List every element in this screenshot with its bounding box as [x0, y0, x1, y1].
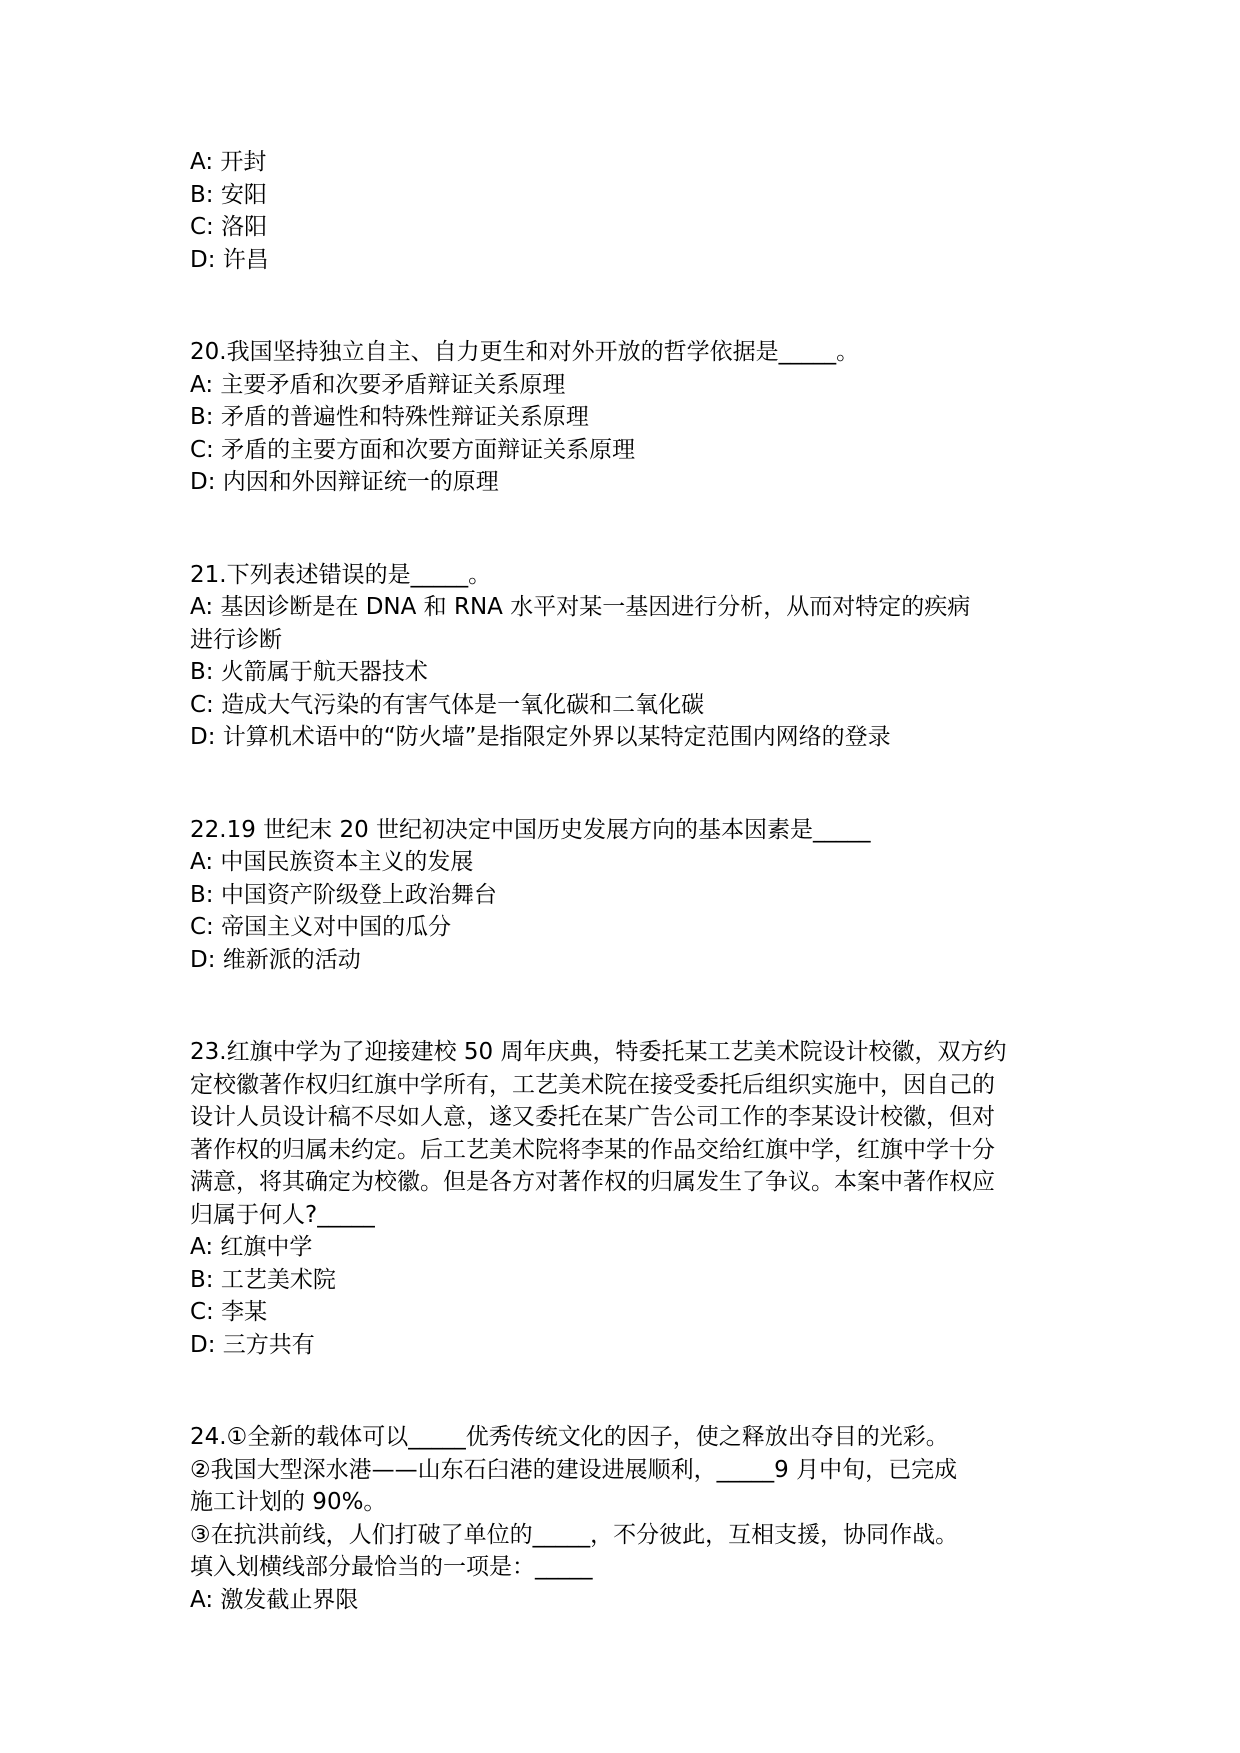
- question-text: 22.19 世纪末 20 世纪初决定中国历史发展方向的基本因素是_____: [190, 816, 871, 843]
- spacer: [190, 754, 1070, 814]
- option-a: A: 红旗中学: [190, 1234, 313, 1260]
- option-d: D: 三方共有: [190, 1331, 315, 1358]
- option-d: D: 许昌: [190, 246, 269, 273]
- option-c: C: 洛阳: [190, 214, 268, 240]
- question-20: [190, 336, 1070, 499]
- question-text: 21.下列表述错误的是_____。: [190, 561, 492, 588]
- exam-page: [190, 146, 1070, 1616]
- option-d: D: 内因和外因辩证统一的原理: [190, 469, 499, 495]
- question-text: 20.我国坚持独立自主、自力更生和对外开放的哲学依据是_____。: [190, 339, 860, 365]
- question-24: [190, 1421, 1070, 1616]
- option-a-continued: 进行诊断: [190, 626, 282, 653]
- spacer: [190, 1361, 1070, 1421]
- option-c: C: 李某: [190, 1299, 268, 1325]
- option-a: A: 基因诊断是在 DNA 和 RNA 水平对某一基因进行分析，从而对特定的疾病: [190, 594, 971, 620]
- option-b: B: 矛盾的普遍性和特殊性辩证关系原理: [190, 404, 589, 430]
- option-b: B: 中国资产阶级登上政治舞台: [190, 881, 497, 908]
- question-text-line: 归属于何人?_____: [190, 1201, 375, 1228]
- option-a: A: 中国民族资本主义的发展: [190, 849, 474, 875]
- option-b: B: 安阳: [190, 181, 267, 208]
- option-b: B: 火箭属于航天器技术: [190, 659, 428, 685]
- option-d: D: 维新派的活动: [190, 946, 361, 973]
- option-a: A: 激发截止界限: [190, 1586, 359, 1613]
- question-23: [190, 1036, 1070, 1361]
- question-text-line: 满意，将其确定为校徽。但是各方对著作权的归属发生了争议。本案中著作权应: [190, 1169, 995, 1195]
- question-text-line: ③在抗洪前线，人们打破了单位的_____，不分彼此，互相支援，协同作战。: [190, 1521, 959, 1548]
- question-text-line: 24.①全新的载体可以_____优秀传统文化的因子，使之释放出夺目的光彩。: [190, 1424, 949, 1450]
- spacer: [190, 976, 1070, 1036]
- spacer: [190, 276, 1070, 336]
- question-text-line: 著作权的归属未约定。后工艺美术院将李某的作品交给红旗中学，红旗中学十分: [190, 1136, 995, 1163]
- option-b: B: 工艺美术院: [190, 1266, 336, 1293]
- option-c: C: 矛盾的主要方面和次要方面辩证关系原理: [190, 436, 636, 463]
- question-text-line: 23.红旗中学为了迎接建校 50 周年庆典，特委托某工艺美术院设计校徽，双方约: [190, 1039, 1007, 1065]
- question-text-line: 设计人员设计稿不尽如人意，遂又委托在某广告公司工作的李某设计校徽，但对: [190, 1104, 995, 1130]
- question-text-line: 填入划横线部分最恰当的一项是：_____: [190, 1554, 593, 1580]
- option-a: A: 主要矛盾和次要矛盾辩证关系原理: [190, 371, 566, 398]
- question-19-options: [190, 146, 1070, 276]
- question-text-line: 定校徽著作权归红旗中学所有，工艺美术院在接受委托后组织实施中，因自己的: [190, 1071, 995, 1098]
- question-21: [190, 559, 1070, 754]
- option-d: D: 计算机术语中的“防火墙”是指限定外界以某特定范围内网络的登录: [190, 724, 891, 750]
- question-text-line: ②我国大型深水港——山东石臼港的建设进展顺利，_____9 月中旬，已完成: [190, 1456, 958, 1483]
- question-22: [190, 814, 1070, 977]
- spacer: [190, 499, 1070, 559]
- option-c: C: 帝国主义对中国的瓜分: [190, 914, 452, 940]
- option-c: C: 造成大气污染的有害气体是一氧化碳和二氧化碳: [190, 691, 705, 718]
- option-a: A: 开封: [190, 149, 267, 175]
- question-text-line: 施工计划的 90%。: [190, 1489, 387, 1515]
